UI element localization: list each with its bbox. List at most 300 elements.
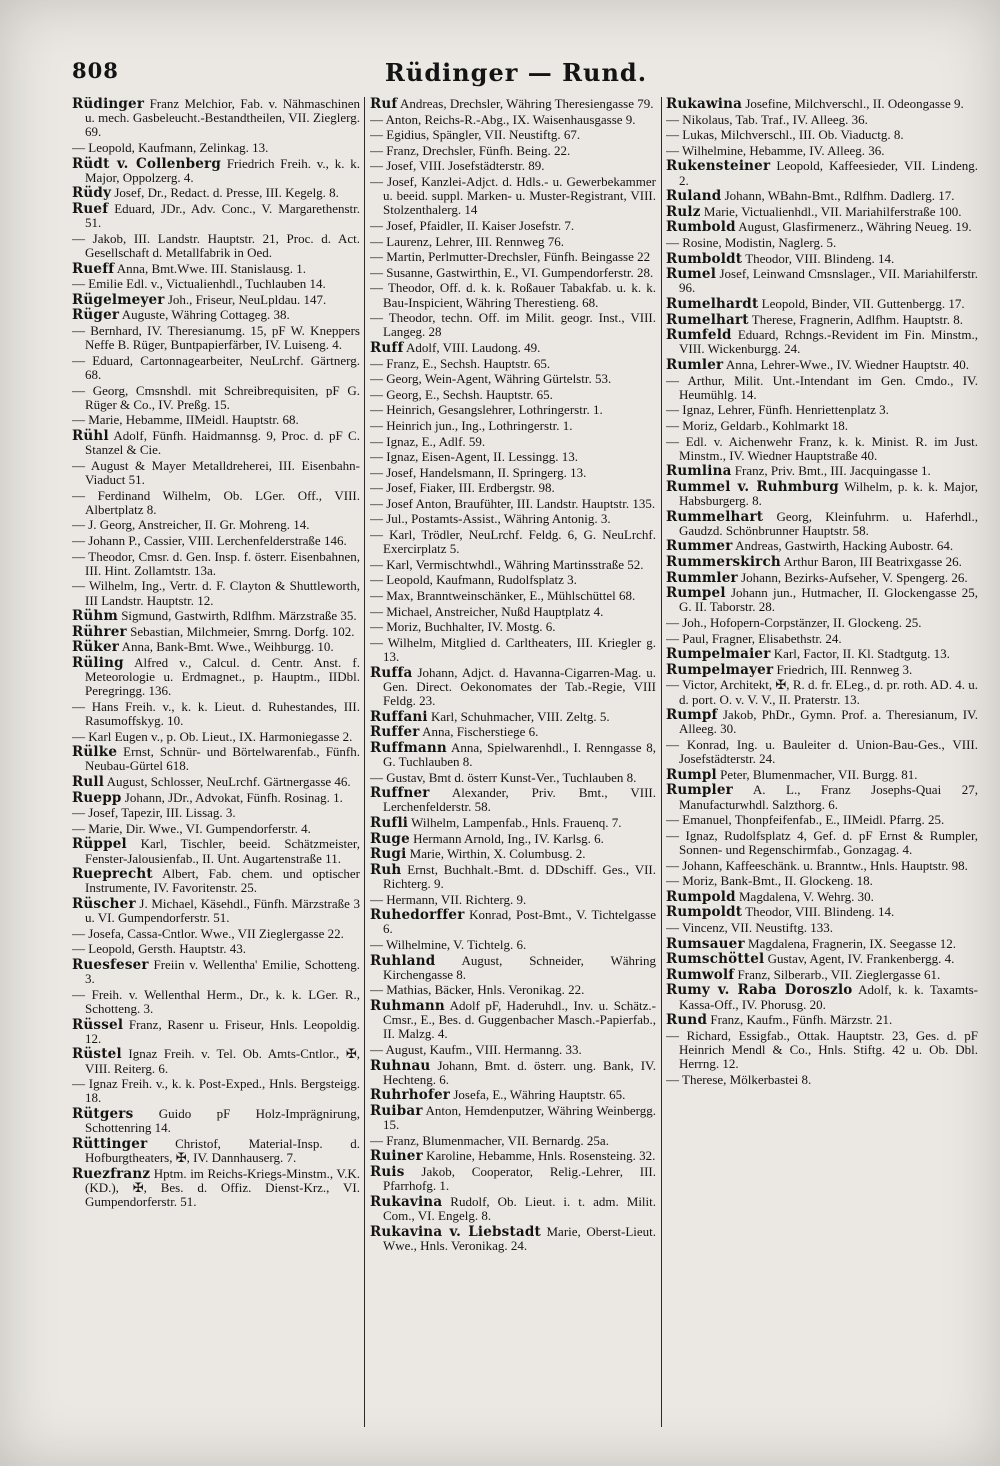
directory-entry xyxy=(72,354,360,382)
entry-details: Theodor, Cmsr. d. Gen. Insp. f. österr. Eisenbahnen, III. Hint. Zollamtstr. 13a. xyxy=(85,548,360,578)
entry-details: Eduard, Cartonnagearbeiter, NeuLrchf. Gärtnerg. 68. xyxy=(85,352,360,382)
ditto-dash: — xyxy=(666,111,683,127)
entry-surname: Ruef xyxy=(72,200,109,217)
directory-entry xyxy=(666,983,978,1011)
entry-details: Eduard, Rchngs.-Revident im Fin. Minstm., VIII. Wickenburgg. 24. xyxy=(679,327,978,357)
directory-entry xyxy=(666,480,978,508)
ditto-dash: — xyxy=(72,532,89,548)
ditto-dash: — xyxy=(370,386,387,402)
entry-details: Leopold, Binder, VII. Guttenbergg. 17. xyxy=(761,295,965,311)
directory-entry xyxy=(666,252,978,266)
entry-details: Susanne, Gastwirthin, E., VI. Gumpendorferstr. 28. xyxy=(386,264,654,280)
directory-entry xyxy=(72,534,360,548)
directory-entry xyxy=(666,632,978,646)
ditto-dash: — xyxy=(72,941,89,957)
ditto-dash: — xyxy=(666,417,683,433)
directory-entry xyxy=(370,847,656,861)
entry-details: Ernst, Buchhalt.-Bmt. d. DDschiff. Ges., VII. Richterg. 9. xyxy=(383,861,656,891)
entry-details: Josef, Dr., Redact. d. Presse, III. Kegelg. 8. xyxy=(114,185,339,201)
entry-details: Theodor, VIII. Blindeng. 14. xyxy=(745,904,895,920)
ditto-dash: — xyxy=(370,769,387,785)
ditto-dash: — xyxy=(370,111,386,127)
ditto-dash: — xyxy=(370,556,387,572)
entry-details: Adolf pF, Haderuhdl., Inv. u. Schätz.-Cmsr., E., Bes. d. Guggenbacher Masch.-Papierfab., II. Malzg. 4. xyxy=(383,997,656,1042)
directory-entry xyxy=(666,829,978,857)
ditto-dash: — xyxy=(370,464,387,480)
entry-surname: Rühm xyxy=(72,608,118,625)
ditto-dash: — xyxy=(72,805,89,821)
entry-details: Franz, E., Sechsh. Hauptstr. 65. xyxy=(386,355,551,371)
ditto-dash: — xyxy=(72,412,89,428)
ditto-dash: — xyxy=(666,857,683,873)
entry-details: Wilhelm, Lampenfab., Hnls. Frauenq. 7. xyxy=(411,815,622,830)
entry-details: Arthur Baron, III Beatrixgasse 26. xyxy=(783,554,962,570)
entry-surname: Rund xyxy=(666,1012,708,1029)
directory-entry xyxy=(370,1088,656,1102)
entry-details: Jakob, III. Landstr. Hauptstr. 21, Proc. d. Act. Gesellschaft d. Metallfabrik in Oed. xyxy=(85,230,360,260)
entry-surname: Rukavina xyxy=(370,1193,443,1210)
entry-details: Hermann, VII. Richterg. 9. xyxy=(386,891,527,907)
entry-details: Sigmund, Gastwirth, Rdlfhm. Märzstraße 35. xyxy=(121,608,357,624)
entry-details: Arthur, Milit. Unt.-Intendant im Gen. Cmdo., IV. Heumühlg. 14. xyxy=(679,372,978,402)
entry-surname: Rüttinger xyxy=(72,1135,148,1152)
entry-details: Jakob, Cooperator, Relig.-Lehrer, III. Pfarrhofg. 1. xyxy=(383,1163,656,1194)
directory-entry xyxy=(370,771,656,785)
entry-surname: Rühl xyxy=(72,427,109,444)
entry-details: Friedrich, III. Rennweg 3. xyxy=(776,661,913,677)
ditto-dash: — xyxy=(666,615,683,631)
entry-surname: Ruge xyxy=(370,830,410,847)
entry-details: Marie, Wirthin, X. Columbusg. 2. xyxy=(409,846,586,862)
entry-surname: Rumpoldt xyxy=(666,904,743,921)
entry-details: Lukas, Milchverschl., III. Ob. Viaductg. 8. xyxy=(682,127,904,143)
directory-entry xyxy=(370,1195,656,1223)
entry-details: Paul, Fragner, Elisabethstr. 24. xyxy=(682,630,842,646)
entry-details: Gustav, Agent, IV. Frankenbergg. 4. xyxy=(767,951,955,967)
entry-surname: Rumpler xyxy=(666,782,733,799)
directory-entry xyxy=(72,1018,360,1046)
directory-entry xyxy=(666,859,978,873)
directory-entry xyxy=(72,324,360,352)
ditto-dash: — xyxy=(370,158,387,174)
directory-entry xyxy=(370,589,656,603)
entry-surname: Rumlina xyxy=(666,463,732,480)
entry-details: Sebastian, Milchmeier, Smrng. Dorfg. 102. xyxy=(130,623,355,639)
directory-entry xyxy=(72,262,360,276)
ditto-dash: — xyxy=(666,812,683,828)
directory-entry xyxy=(72,518,360,532)
entry-details: Emilie Edl. v., Victualienhdl., Tuchlauben 14. xyxy=(88,276,326,292)
ditto-dash: — xyxy=(370,936,387,952)
ditto-dash: — xyxy=(72,986,92,1002)
directory-entry xyxy=(370,144,656,158)
entry-details: Josef, Leinwand Cmsnslager., VII. Mariahilferstr. 96. xyxy=(679,266,978,296)
page-number: 808 xyxy=(72,58,119,83)
entry-details: Georg, Wein-Agent, Währing Gürtelstr. 53. xyxy=(386,371,612,387)
directory-entry xyxy=(370,450,656,464)
directory-entry xyxy=(666,374,978,402)
directory-entry xyxy=(72,822,360,836)
entry-details: Karl, Trödler, NeuLrchf. Feldg. 6, G. NeuLrchf. Exercirplatz 5. xyxy=(383,527,656,557)
ditto-dash: — xyxy=(666,1027,687,1043)
entry-details: August, Kaufm., VIII. Hermanng. 33. xyxy=(385,1041,582,1057)
entry-details: Nikolaus, Tab. Traf., IV. Alleeg. 36. xyxy=(682,111,868,127)
entry-details: Alexander, Priv. Bmt., VIII. Lerchenfelderstr. 58. xyxy=(383,785,656,815)
entry-details: Andreas, Drechsler, Währing Theresiengasse 79. xyxy=(400,97,654,111)
entry-details: Auguste, Währing Cottageg. 38. xyxy=(121,307,290,323)
ditto-dash: — xyxy=(72,820,89,836)
ditto-dash: — xyxy=(666,919,683,935)
ditto-dash: — xyxy=(370,480,387,496)
entry-surname: Rumbold xyxy=(666,219,736,236)
entry-details: Christof, Material-Insp. d. Hofburgtheaters, ✠, IV. Dannhauserg. 7. xyxy=(85,1135,360,1166)
directory-entry xyxy=(666,313,978,327)
directory-entry xyxy=(370,528,656,556)
directory-entry xyxy=(370,832,656,846)
entry-surname: Rummel v. Ruhmburg xyxy=(666,478,839,495)
entry-details: Eduard, JDr., Adv. Conc., V. Margarethenstr. 51. xyxy=(85,200,360,231)
directory-entry xyxy=(370,419,656,433)
entry-surname: Ruffmann xyxy=(370,739,447,756)
entry-details: Georg, Kleinfuhrm. u. Haferhdl., Gaudzd. Schönbrunner Hauptstr. 58. xyxy=(679,508,978,538)
directory-entry xyxy=(370,1104,656,1132)
directory-entry xyxy=(666,144,978,158)
directory-entry xyxy=(72,730,360,744)
directory-entry xyxy=(666,571,978,585)
entry-details: Joh., Friseur, NeuLpldau. 147. xyxy=(167,291,327,307)
entry-surname: Rütgers xyxy=(72,1106,134,1123)
ditto-dash: — xyxy=(666,142,683,158)
ditto-dash: — xyxy=(666,372,688,388)
ditto-dash: — xyxy=(370,449,387,465)
entry-details: Josef, Handelsmann, II. Springerg. 13. xyxy=(386,464,587,480)
directory-entry xyxy=(72,202,360,230)
directory-entry xyxy=(666,905,978,919)
entry-details: Ernst, Schnür- und Börtelwarenfab., Fünfh. Neubau-Gürtel 618. xyxy=(85,744,360,774)
ditto-dash: — xyxy=(72,728,89,744)
entry-surname: Rueprecht xyxy=(72,866,153,883)
directory-entry xyxy=(370,666,656,709)
directory-entry xyxy=(666,220,978,234)
entry-surname: Ruffani xyxy=(370,708,428,725)
ditto-dash: — xyxy=(370,619,387,635)
directory-entry xyxy=(370,605,656,619)
directory-entry xyxy=(666,708,978,736)
entry-surname: Rüscher xyxy=(72,896,136,913)
directory-entry xyxy=(72,1047,360,1075)
directory-entry xyxy=(666,159,978,187)
entry-surname: Ruffer xyxy=(370,724,420,741)
ditto-dash: — xyxy=(370,142,387,158)
entry-surname: Ruhedorffer xyxy=(370,907,465,924)
directory-entry xyxy=(370,372,656,386)
ditto-dash: — xyxy=(666,630,683,646)
directory-entry xyxy=(72,1137,360,1165)
directory-entry xyxy=(72,97,360,140)
entry-details: Moriz, Geldarb., Kohlmarkt 18. xyxy=(682,417,848,433)
entry-surname: Rührer xyxy=(72,623,127,640)
ditto-dash: — xyxy=(666,677,683,693)
directory-entry xyxy=(370,497,656,511)
directory-entry xyxy=(666,510,978,538)
entry-surname: Rulz xyxy=(666,203,701,220)
directory-entry xyxy=(666,1029,978,1072)
entry-details: Albert, Fab. chem. und optischer Instrumente, IV. Favoritenstr. 25. xyxy=(85,866,360,896)
directory-entry xyxy=(72,958,360,986)
running-title: Rüdinger — Rund. xyxy=(384,58,648,87)
ditto-dash: — xyxy=(370,280,388,296)
directory-entry xyxy=(370,97,656,111)
entry-details: August, Schneider, Währing Kirchengasse 8. xyxy=(383,952,656,982)
entry-details: Johann P., Cassier, VIII. Lerchenfelderstraße 146. xyxy=(88,532,347,548)
ditto-dash: — xyxy=(370,588,387,604)
directory-entry xyxy=(370,573,656,587)
entry-details: Franz, Kaufm., Fünfh. Märzstr. 21. xyxy=(710,1012,893,1028)
entry-details: Georg, E., Sechsh. Hauptstr. 65. xyxy=(386,386,553,402)
entry-surname: Ruiner xyxy=(370,1148,423,1165)
directory-columns xyxy=(72,97,978,1427)
entry-surname: Rüling xyxy=(72,654,124,671)
entry-details: Ignaz Freih. v., k. k. Post-Exped., Hnls. Bergsteigg. 18. xyxy=(85,1076,360,1106)
entry-details: Joh., Hofopern-Corpstänzer, II. Glockeng. 25. xyxy=(682,615,922,631)
directory-entry xyxy=(666,297,978,311)
entry-surname: Ruland xyxy=(666,188,722,205)
entry-details: Ignaz, E., Adlf. 59. xyxy=(386,433,486,449)
entry-details: Adolf, Fünfh. Haidmannsg. 9, Proc. d. pF C. Stanzel & Cie. xyxy=(85,427,360,458)
directory-entry xyxy=(370,710,656,724)
directory-entry xyxy=(370,341,656,355)
ditto-dash: — xyxy=(370,1041,386,1057)
directory-entry xyxy=(370,466,656,480)
entry-details: Andreas, Gastwirth, Hacking Aubostr. 64. xyxy=(735,538,954,554)
ditto-dash: — xyxy=(72,140,89,155)
directory-entry xyxy=(72,1077,360,1105)
directory-entry xyxy=(72,384,360,412)
entry-details: Egidius, Spängler, VII. Neustiftg. 67. xyxy=(386,127,581,143)
directory-entry xyxy=(72,186,360,200)
directory-entry xyxy=(370,357,656,371)
entry-details: Wilhelm, p. k. k. Major, Habsburgerg. 8. xyxy=(679,478,978,509)
directory-entry xyxy=(370,954,656,982)
entry-details: Johann, WBahn-Bmt., Rdlfhm. Dadlerg. 17. xyxy=(724,188,955,204)
column-divider xyxy=(364,97,365,1427)
directory-entry xyxy=(72,625,360,639)
directory-entry xyxy=(370,266,656,280)
directory-entry xyxy=(666,236,978,250)
entry-details: Victor, Architekt, ✠, R. d. fr. ELeg., d. pr. roth. AD. 4. u. d. port. O. v. V. V., II. Praterstr. 13. xyxy=(679,677,978,707)
directory-column-1 xyxy=(72,97,360,1427)
entry-details: Max, Branntweinschänker, E., Mühlschüttel 68. xyxy=(386,588,636,604)
directory-column-3 xyxy=(666,97,978,1427)
entry-surname: Rumel xyxy=(666,266,717,283)
directory-entry xyxy=(666,1013,978,1027)
ditto-dash: — xyxy=(72,230,93,246)
entry-surname: Rumboldt xyxy=(666,250,743,267)
entry-surname: Ruhrhofer xyxy=(370,1087,451,1104)
entry-details: Karl Eugen v., p. Ob. Lieut., IX. Harmoniegasse 2. xyxy=(88,728,353,744)
ditto-dash: — xyxy=(72,578,90,594)
entry-details: Georg, Cmsnshdl. mit Schreibrequisiten, pF G. Rüger & Co., IV. Preßg. 15. xyxy=(85,382,360,412)
directory-entry xyxy=(72,700,360,728)
entry-details: Magdalena, Fragnerin, IX. Seegasse 12. xyxy=(748,935,956,951)
entry-details: Richard, Essigfab., Ottak. Hauptstr. 23, Ges. d. pF Heinrich Mendl & Co., Hnls. Stiftg. 42 u. Ob. Dbl. Herrng. 12. xyxy=(679,1027,978,1072)
directory-entry xyxy=(370,1165,656,1193)
directory-entry xyxy=(72,429,360,457)
directory-entry xyxy=(370,983,656,997)
entry-surname: Rukensteiner xyxy=(666,158,771,175)
ditto-dash: — xyxy=(370,511,387,527)
entry-details: Anna, Bank-Bmt. Wwe., Weihburgg. 10. xyxy=(121,639,334,655)
directory-entry xyxy=(370,908,656,936)
directory-entry xyxy=(370,1043,656,1057)
ditto-dash: — xyxy=(666,402,683,418)
directory-entry xyxy=(370,435,656,449)
directory-entry xyxy=(370,620,656,634)
directory-entry xyxy=(666,403,978,417)
ditto-dash: — xyxy=(666,433,686,449)
directory-entry xyxy=(666,738,978,766)
entry-details: Marie, Victualienhdl., VII. Mariahilferstraße 100. xyxy=(703,203,962,219)
entry-details: Anna, Bmt.Wwe. III. Stanislausg. 1. xyxy=(116,260,306,276)
entry-surname: Ruezfranz xyxy=(72,1165,151,1182)
directory-entry xyxy=(666,952,978,966)
entry-details: Laurenz, Lehrer, III. Rennweg 76. xyxy=(386,233,565,249)
entry-surname: Ruesfeser xyxy=(72,957,149,974)
ditto-dash: — xyxy=(370,402,387,418)
entry-details: August, Schlosser, NeuLrchf. Gärtnergasse 46. xyxy=(106,774,351,790)
entry-surname: Rufli xyxy=(370,815,409,831)
entry-details: Alfred v., Calcul. d. Centr. Anst. f. Meteorologie u. Erdmagnet., p. Hauptm., IIDbl. Peregringg. 136. xyxy=(85,654,360,699)
entry-surname: Rummler xyxy=(666,569,738,586)
entry-details: Heinrich jun., Ing., Lothringerstr. 1. xyxy=(386,417,573,433)
entry-details: Karoline, Hebamme, Hnls. Rosensteing. 32. xyxy=(426,1148,656,1164)
ditto-dash: — xyxy=(370,572,387,588)
directory-entry xyxy=(370,816,656,830)
entry-surname: Rukawina xyxy=(666,97,743,112)
entry-surname: Rumschöttel xyxy=(666,951,765,968)
entry-details: Johann, Bmt. d. österr. ung. Bank, IV. Hechteng. 6. xyxy=(383,1057,656,1087)
directory-entry xyxy=(370,725,656,739)
ditto-dash: — xyxy=(72,487,98,503)
directory-entry xyxy=(370,786,656,814)
ditto-dash: — xyxy=(370,127,387,143)
entry-details: Franz, Rasenr u. Friseur, Hnls. Leopoldig. 12. xyxy=(85,1016,360,1046)
column-divider xyxy=(661,97,662,1427)
entry-surname: Rummelhart xyxy=(666,508,764,525)
directory-entry xyxy=(72,277,360,291)
directory-entry xyxy=(666,539,978,553)
entry-details: Ignaz, Lehrer, Fünfh. Henriettenplatz 3. xyxy=(682,402,889,418)
directory-entry xyxy=(72,656,360,699)
ditto-dash: — xyxy=(666,737,687,753)
entry-surname: Ruf xyxy=(370,97,398,112)
entry-details: Bernhard, IV. Theresianumg. 15, pF W. Kneppers Neffe B. Rüger, Buntpapierfärber, IV. Luiseng. 4. xyxy=(85,322,360,353)
directory-entry xyxy=(72,806,360,820)
entry-details: Leopold, Kaffeesieder, VII. Lindeng. 2. xyxy=(679,158,978,188)
entry-surname: Rüker xyxy=(72,639,120,656)
directory-entry xyxy=(666,1073,978,1087)
entry-details: Franz, Blumenmacher, VII. Bernardg. 25a. xyxy=(386,1132,609,1148)
entry-details: Magdalena, V. Wehrg. 30. xyxy=(738,888,874,904)
entry-details: Adolf, k. k. Taxamts-Kassa-Off., IV. Phorusg. 20. xyxy=(679,982,978,1012)
entry-details: Wilhelmine, Hebamme, IV. Alleeg. 36. xyxy=(682,142,885,158)
directory-entry xyxy=(370,741,656,769)
directory-entry xyxy=(666,113,978,127)
entry-details: Johann, Kaffeeschänk. u. Branntw., Hnls. Hauptstr. 98. xyxy=(682,857,968,873)
ditto-dash: — xyxy=(370,1132,387,1148)
entry-surname: Ruhmann xyxy=(370,997,445,1014)
entry-surname: Rüdy xyxy=(72,185,112,202)
ditto-dash: — xyxy=(370,355,387,371)
directory-entry xyxy=(666,921,978,935)
entry-details: Karl, Factor, II. Kl. Stadtgutg. 13. xyxy=(773,646,950,662)
entry-details: Rudolf, Ob. Lieut. i. t. adm. Milit. Com., VI. Engelg. 8. xyxy=(383,1193,656,1223)
ditto-dash: — xyxy=(370,264,387,280)
entry-surname: Ruhnau xyxy=(370,1057,431,1074)
entry-details: Josef, Kanzlei-Adjct. d. Hdls.- u. Gewerbekammer u. beeid. suppl. Marken- u. Muster-Registrant, VIII. Stolzenthalerg. 14 xyxy=(383,173,656,218)
entry-details: Theodor, VIII. Blindeng. 14. xyxy=(745,250,895,266)
directory-entry xyxy=(666,435,978,463)
entry-surname: Ruis xyxy=(370,1163,405,1180)
entry-details: Leopold, Kaufmann, Rudolfsplatz 3. xyxy=(386,572,577,588)
entry-details: Josefa, Cassa-Cntlor. Wwe., VII Zieglergasse 22. xyxy=(88,925,344,941)
ditto-dash: — xyxy=(72,322,91,338)
entry-details: Johann, Bezirks-Aufseher, V. Spengerg. 26. xyxy=(741,569,968,585)
entry-details: Theodor, Off. d. k. k. Roßauer Tabakfab. u. k. k. Bau-Inspicient, Währing Therestieng. 68. xyxy=(383,280,656,310)
entry-details: Hermann Arnold, Ing., IV. Karlsg. 6. xyxy=(413,830,604,846)
ditto-dash: — xyxy=(72,698,92,714)
entry-details: Franz, Priv. Bmt., III. Jacquingasse 1. xyxy=(734,463,931,479)
directory-entry xyxy=(72,745,360,773)
entry-details: Anna, Fischerstiege 6. xyxy=(422,724,539,740)
directory-entry xyxy=(72,775,360,789)
entry-details: Ignaz, Rudolfsplatz 4, Gef. d. pF Ernst & Rumpler, Sonnen- und Regenschirmfab., Gonzagag. 4. xyxy=(679,827,978,858)
entry-details: Franz, Drechsler, Fünfh. Being. 22. xyxy=(386,142,571,158)
entry-surname: Rumpel xyxy=(666,585,726,602)
entry-surname: Rüdt v. Collenberg xyxy=(72,155,221,172)
ditto-dash: — xyxy=(72,457,91,473)
entry-details: Franz, Silberarb., VII. Zieglergasse 61. xyxy=(737,966,941,982)
ditto-dash: — xyxy=(666,827,686,843)
entry-details: Wilhelm, Mitglied d. Carltheaters, III. Kriegler g. 13. xyxy=(383,634,656,665)
entry-details: Emanuel, Thonpfeifenfab., E., IIMeidl. Pfarrg. 25. xyxy=(682,812,945,828)
ditto-dash: — xyxy=(370,603,387,619)
directory-entry xyxy=(72,1107,360,1135)
entry-surname: Rüppel xyxy=(72,836,127,853)
entry-surname: Rülke xyxy=(72,744,118,761)
entry-details: Mathias, Bäcker, Hnls. Veronikag. 22. xyxy=(386,982,585,998)
directory-entry xyxy=(666,555,978,569)
directory-entry xyxy=(72,413,360,427)
ditto-dash: — xyxy=(370,495,387,511)
entry-surname: Rumelhardt xyxy=(666,295,759,312)
entry-details: Jul., Postamts-Assist., Währing Antonig. 3. xyxy=(386,511,611,527)
entry-details: Heinrich, Gesangslehrer, Lothringerstr. 1. xyxy=(386,402,603,418)
ditto-dash: — xyxy=(666,127,683,143)
directory-entry xyxy=(666,647,978,661)
ditto-dash: — xyxy=(72,548,89,564)
directory-entry xyxy=(370,1225,656,1253)
entry-details: Hptm. im Reichs-Kriegs-Minstm., V.K. (KD.), ✠, Bes. d. Offiz. Dienst-Krz., VI. Gumpendorferstr. 51. xyxy=(85,1165,360,1210)
entry-details: Wilhelm, Ing., Vertr. d. F. Clayton & Shuttleworth, III Landstr. Hauptstr. 12. xyxy=(85,578,360,608)
directory-entry xyxy=(666,937,978,951)
ditto-dash: — xyxy=(370,433,387,449)
directory-entry xyxy=(666,768,978,782)
entry-surname: Rukavina v. Liebstadt xyxy=(370,1223,541,1240)
entry-details: Karl, Schuhmacher, VIII. Zeltg. 5. xyxy=(431,708,610,724)
directory-entry xyxy=(666,874,978,888)
directory-entry xyxy=(370,175,656,218)
